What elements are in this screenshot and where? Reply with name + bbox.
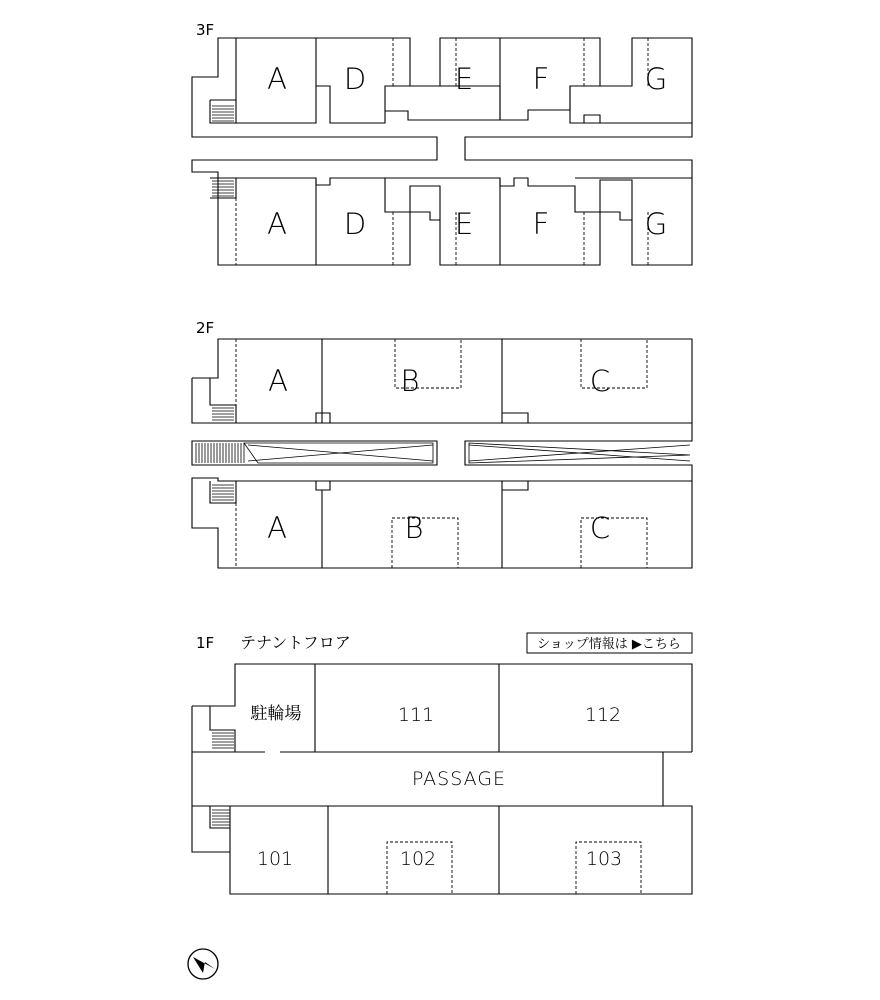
unit-3f-north-e[interactable]: E	[454, 62, 474, 96]
unit-2f-north-c[interactable]: C	[589, 364, 611, 398]
unit-3f-south-g[interactable]: G	[644, 207, 668, 241]
stairs-icon	[212, 733, 234, 748]
floor-1f-title: テナントフロア	[240, 633, 351, 652]
shop-info-link[interactable]	[527, 633, 692, 653]
unit-2f-north-b[interactable]: B	[400, 364, 420, 398]
floor-1f	[192, 633, 692, 894]
unit-3f-south-e[interactable]: E	[454, 207, 474, 241]
room-101[interactable]: 101	[256, 848, 294, 870]
room-111[interactable]: 111	[397, 704, 435, 726]
floor-2f-label: 2F	[196, 319, 215, 337]
north-arrow-icon	[188, 949, 218, 979]
floor-3f	[192, 21, 692, 265]
room-102[interactable]: 102	[399, 848, 437, 870]
room-103[interactable]: 103	[585, 848, 623, 870]
atrium-void	[196, 443, 690, 463]
floor-2f	[192, 319, 692, 568]
unit-3f-north-f[interactable]: F	[532, 62, 550, 96]
floor-3f-label: 3F	[196, 21, 215, 39]
passage-label: PASSAGE	[411, 768, 507, 790]
unit-3f-south-f[interactable]: F	[532, 207, 550, 241]
unit-2f-north-a[interactable]: A	[268, 364, 288, 398]
unit-2f-south-c[interactable]: C	[589, 511, 611, 545]
unit-3f-south-d[interactable]: D	[343, 207, 367, 241]
stairs-icon	[212, 485, 234, 500]
unit-3f-south-a[interactable]: A	[267, 207, 287, 241]
room-112[interactable]: 112	[584, 704, 622, 726]
floor-1f-label: 1F	[196, 634, 215, 652]
stairs-icon	[212, 405, 234, 420]
shop-info-link-label[interactable]: ショップ情報は ▶こちら	[537, 637, 681, 652]
unit-2f-south-a[interactable]: A	[267, 511, 287, 545]
stairs-icon	[212, 810, 230, 825]
unit-3f-north-d[interactable]: D	[343, 62, 367, 96]
stairs-icon	[212, 106, 234, 121]
unit-3f-north-a[interactable]: A	[267, 62, 287, 96]
unit-3f-north-g[interactable]: G	[644, 62, 668, 96]
stairs-icon	[212, 181, 234, 196]
unit-2f-south-b[interactable]: B	[404, 511, 424, 545]
bicycle-parking-label: 駐輪場	[250, 704, 302, 724]
